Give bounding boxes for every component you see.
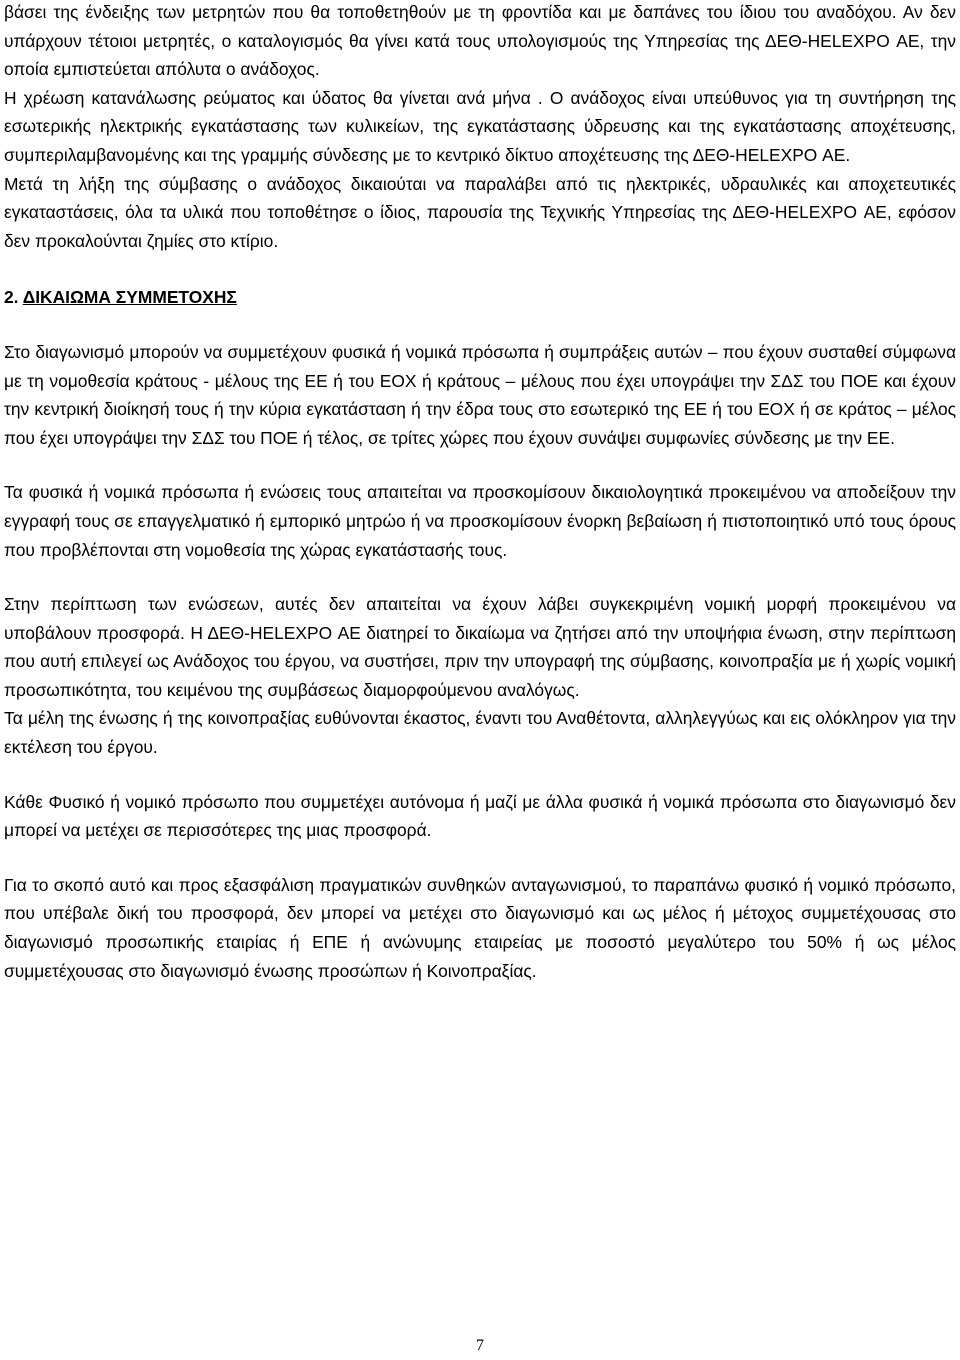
paragraph-meter-billing: βάσει της ένδειξης των μετρητών που θα τοποθετηθούν με τη φροντίδα και με δαπάνες του ίδιου του αναδόχου. Αν δεν υπάρχουν τέτοιοι μετρητές, ο καταλογισμός θα γίνει κατά τους υπολογισμούς της Υπηρεσίας της ΔΕΘ-HELEXPO ΑΕ, την οποία εμπιστεύεται απόλυτα ο ανάδοχος. xyxy=(4,2,956,80)
section-title: ΔΙΚΑΙΩΜΑ ΣΥΜΜΕΤΟΧΗΣ xyxy=(22,287,237,308)
paragraph-contract-end: Μετά τη λήξη της σύμβασης ο ανάδοχος δικαιούται να παραλάβει από τις ηλεκτρικές, υδραυλικές και αποχετευτικές εγκαταστάσεις, όλα τα υλικά που τοποθέτησε ο ίδιος, παρουσία της Τεχνικής Υπηρεσίας της ΔΕΘ-HELEXPO ΑΕ, εφόσον δεν προκαλούνται ζημίες στο κτίριο. xyxy=(4,173,956,251)
paragraph-competition: Για το σκοπό αυτό και προς εξασφάλιση πραγματικών συνθηκών ανταγωνισμού, το παραπάνω φυσικό ή νομικό πρόσωπο, που υπέβαλε δική του προσφορά, δεν μπορεί να μετέχει στο διαγωνισμό και ως μέλος ή μέτοχος συμμετέχουσας στο διαγωνισμό προσωπικής εταιρίας ή ΕΠΕ ή ανώνυμης εταιρείας με ποσοστό μεγαλύτερο του 50% ή ως μέλος συμμετέχουσας στο διαγωνισμό ένωσης προσώπων ή Κοινοπραξίας. xyxy=(4,874,956,981)
section-heading xyxy=(4,283,956,312)
paragraph-joint-liability: Τα μέλη της ένωσης ή της κοινοπραξίας ευθύνονται έκαστος, έναντι του Αναθέτοντα, αλληλεγγύως και εις ολόκληρον για την εκτέλεση του έργου. xyxy=(4,708,956,758)
paragraph-eligibility: Στο διαγωνισμό μπορούν να συμμετέχουν φυσικά ή νομικά πρόσωπα ή συμπράξεις αυτών – που έχουν συσταθεί σύμφωνα με τη νομοθεσία κράτους - μέλους της ΕΕ ή του ΕΟΧ ή κράτους – μέλους που έχει υπογράψει την ΣΔΣ του ΠΟΕ και έχουν την κεντρική διοίκησή τους ή την κύρια εγκατάσταση ή την έδρα τους στο εσωτερικό της ΕΕ ή του ΕΟΧ ή σε κράτος – μέλος που έχει υπογράψει την ΣΔΣ του ΠΟΕ ή τέλος, σε τρίτες χώρες που έχουν συνάψει συμφωνίες σύνδεσης με την ΕΕ. xyxy=(4,341,956,448)
paragraph-single-offer: Κάθε Φυσικό ή νομικό πρόσωπο που συμμετέχει αυτόνομα ή μαζί με άλλα φυσικά ή νομικά πρόσωπα στο διαγωνισμό δεν μπορεί να μετέχει σε περισσότερες της μιας προσφορά. xyxy=(4,791,956,841)
section-number: 2. xyxy=(4,287,19,308)
paragraph-monthly-charge: Η χρέωση κατανάλωσης ρεύματος και ύδατος θα γίνεται ανά μήνα . Ο ανάδοχος είναι υπεύθυνος για τη συντήρηση της εσωτερικής ηλεκτρικής εγκατάστασης των κυλικείων, της εγκατάστασης ύδρευσης και της εγκατάστασης αποχέτευσης, συμπεριλαμβανομένης και της γραμμής σύνδεσης με το κεντρικό δίκτυο αποχέτευσης της ΔΕΘ-HELEXPO ΑΕ. xyxy=(4,87,956,165)
paragraph-registration: Τα φυσικά ή νομικά πρόσωπα ή ενώσεις τους απαιτείται να προσκομίσουν δικαιολογητικά προκειμένου να αποδείξουν την εγγραφή τους σε επαγγελματικό ή εμπορικό μητρώο ή να προσκομίσουν ένορκη βεβαίωση ή πιστοποιητικό υπό τους όρους που προβλέπονται στη νομοθεσία της χώρας εγκατάστασής τους. xyxy=(4,482,956,560)
paragraph-unions: Στην περίπτωση των ενώσεων, αυτές δεν απαιτείται να έχουν λάβει συγκεκριμένη νομική μορφή προκειμένου να υποβάλουν προσφορά. Η ΔΕΘ-HELEXPO ΑΕ διατηρεί το δικαίωμα να ζητήσει από την υποψήφια ένωση, στην περίπτωση που αυτή επιλεγεί ως Ανάδοχος του έργου, να συστήσει, πριν την υπογραφή της σύμβασης, κοινοπραξία με ή χωρίς νομική προσωπικότητα, του κειμένου της συμβάσεως διαμορφούμενου αναλόγως. xyxy=(4,594,956,700)
document-body xyxy=(4,0,956,985)
page-number: 7 xyxy=(476,1337,484,1354)
